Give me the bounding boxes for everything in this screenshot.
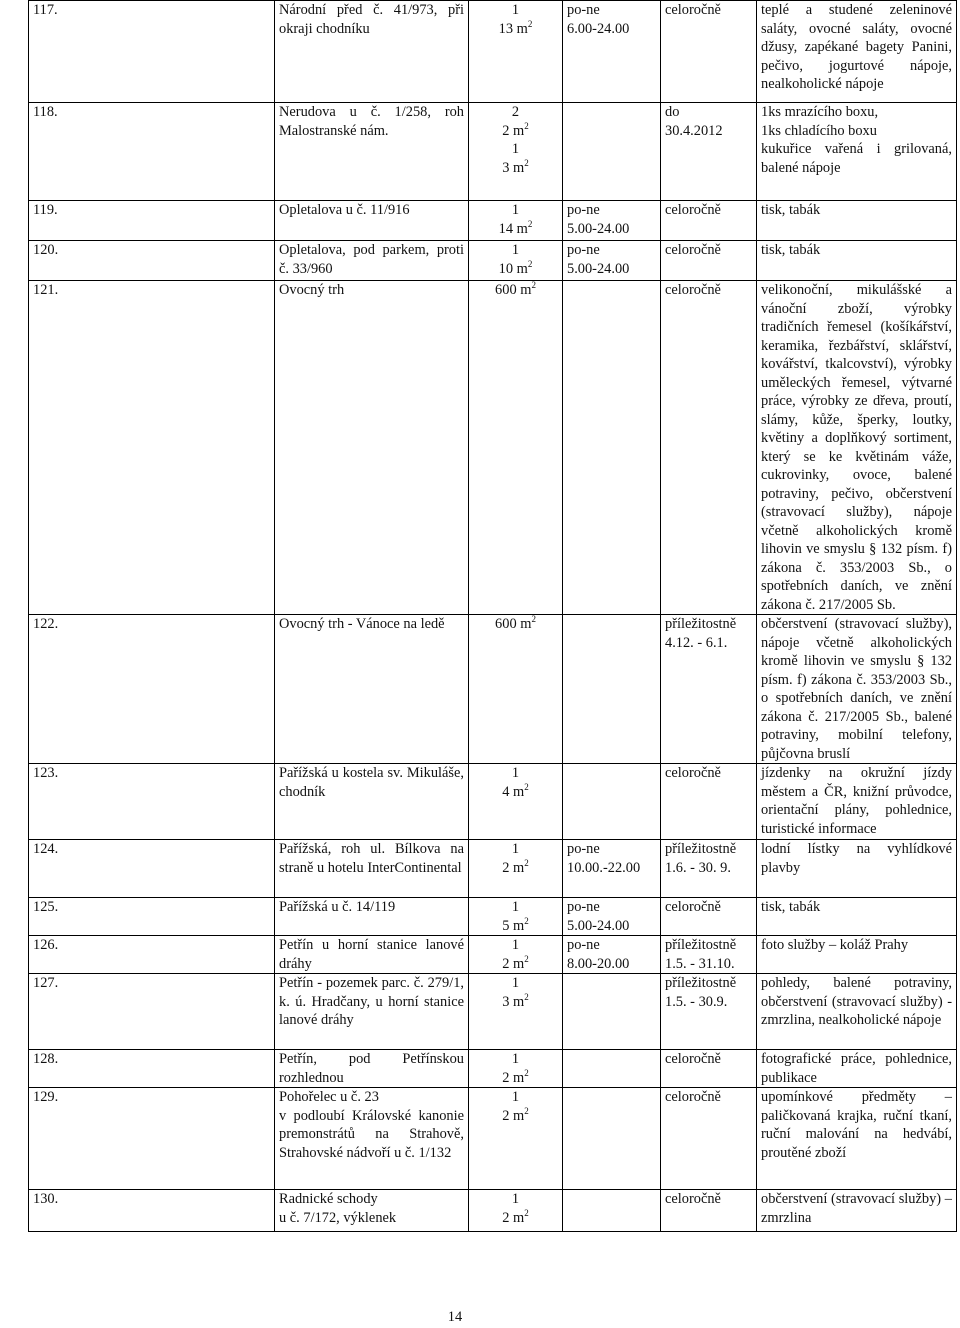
area-value: 2 $m^2$ bbox=[502, 1067, 529, 1086]
count-value: 1 bbox=[511, 202, 520, 218]
area-value: 2 $m^2$ bbox=[502, 120, 529, 139]
period-cell: do 30.4.2012 bbox=[661, 103, 757, 201]
table-row bbox=[29, 1190, 957, 1232]
table-row bbox=[29, 201, 957, 241]
period-cell: celoročně bbox=[661, 898, 757, 936]
period-cell: celoročně bbox=[661, 1190, 757, 1232]
place-cell: Opletalova, pod parkem, proti č. 33/960 bbox=[275, 241, 469, 281]
goods-cell: občerstvení (stravovací služby), nápoje včetně alkoholických kromě lihovin ve smyslu § 132 písm. f) zákona č. 353/2003 Sb., o spotřebních daních, ve znění zákona č. 217/2005 Sb., balené potraviny, mobilní telefony, půjčovna bruslí bbox=[757, 615, 957, 764]
area-cell bbox=[469, 764, 563, 840]
row-number: 125. bbox=[29, 898, 275, 936]
count-value: 1 bbox=[511, 242, 520, 258]
table-row bbox=[29, 974, 957, 1050]
period-cell: celoročně bbox=[661, 764, 757, 840]
area-value: 2 $m^2$ bbox=[502, 1207, 529, 1226]
row-number: 121. bbox=[29, 281, 275, 615]
goods-cell: teplé a studené zeleninové saláty, ovocné saláty, ovocné džusy, zapékané bagety Panini, pečivo, jogurtové nápoje, nealkoholické nápoje bbox=[757, 1, 957, 103]
area-cell bbox=[469, 281, 563, 615]
goods-cell: tisk, tabák bbox=[757, 201, 957, 241]
area-cell bbox=[469, 241, 563, 281]
place-cell: Petřín - pozemek parc. č. 279/1, k. ú. Hradčany, u horní stanice lanové dráhy bbox=[275, 974, 469, 1050]
area-cell bbox=[469, 898, 563, 936]
place-cell: Radnické schody u č. 7/172, výklenek bbox=[275, 1190, 469, 1232]
table-row bbox=[29, 936, 957, 974]
count-value: 1 bbox=[511, 841, 520, 857]
area-cell bbox=[469, 201, 563, 241]
area-value: 2 $m^2$ bbox=[502, 953, 529, 972]
area-value: 2 $m^2$ bbox=[502, 857, 529, 876]
table-row bbox=[29, 840, 957, 898]
area-value: 600 $m^2$ bbox=[495, 280, 536, 298]
time-cell: po-ne 5.00-24.00 bbox=[563, 201, 661, 241]
goods-cell: 1ks mrazícího boxu, 1ks chladícího boxu kukuřice vařená i grilovaná, balené nápoje bbox=[757, 103, 957, 201]
place-cell: Opletalova u č. 11/916 bbox=[275, 201, 469, 241]
time-cell bbox=[563, 764, 661, 840]
time-cell bbox=[563, 103, 661, 201]
time-cell bbox=[563, 1050, 661, 1088]
place-cell: Ovocný trh bbox=[275, 281, 469, 615]
area-cell bbox=[469, 1050, 563, 1088]
area-value: 13 $m^2$ bbox=[498, 18, 533, 37]
area-value: 14 $m^2$ bbox=[498, 218, 533, 237]
goods-cell: tisk, tabák bbox=[757, 898, 957, 936]
period-cell: příležitostně 1.5. - 31.10. bbox=[661, 936, 757, 974]
place-cell: Pařížská, roh ul. Bílkova na straně u hotelu InterContinental bbox=[275, 840, 469, 898]
place-cell: Petřín, pod Petřínskou rozhlednou bbox=[275, 1050, 469, 1088]
area-cell bbox=[469, 974, 563, 1050]
count-value: 1 bbox=[511, 141, 520, 157]
time-cell: po-ne 5.00-24.00 bbox=[563, 241, 661, 281]
table-row bbox=[29, 1, 957, 103]
row-number: 124. bbox=[29, 840, 275, 898]
place-cell: Pohořelec u č. 23 v podloubí Královské kanonie premonstrátů na Strahově, Strahovské nádvoří u č. 1/132 bbox=[275, 1088, 469, 1190]
count-value: 1 bbox=[511, 1051, 520, 1067]
place-cell: Ovocný trh - Vánoce na ledě bbox=[275, 615, 469, 764]
count-value: 1 bbox=[511, 975, 520, 991]
goods-cell: upomínkové předměty – paličkovaná krajka, ruční tkaní, ruční malování na hedvábí, proutěné zboží bbox=[757, 1088, 957, 1190]
place-cell: Nerudova u č. 1/258, roh Malostranské nám. bbox=[275, 103, 469, 201]
count-value: 1 bbox=[511, 1191, 520, 1207]
period-cell: celoročně bbox=[661, 241, 757, 281]
count-value: 1 bbox=[511, 937, 520, 953]
time-cell: po-ne 10.00.-22.00 bbox=[563, 840, 661, 898]
goods-cell: velikonoční, mikulášské a vánoční zboží, výrobky tradičních řemesel (košíkářství, keramika, řezbářství, sklářství, kovářství, tkalcovství), výrobky uměleckých řemesel, výtvarné práce, výrobky ze dřeva, proutí, slámy, kůže, šperky, loutky, květiny a doplňkový sortiment, který se ke květinám váže, cukrovinky, ovoce, balené potraviny, pečivo, občerstvení (stravovací služby), nápoje včetně alkoholických kromě lihovin ve smyslu § 132 písm. f) zákona č. 353/2003 Sb., o spotřebních daních, ve znění zákona č. 217/2005 Sb. bbox=[757, 281, 957, 615]
count-value: 1 bbox=[511, 2, 520, 18]
time-cell bbox=[563, 281, 661, 615]
goods-cell: občerstvení (stravovací služby) – zmrzlina bbox=[757, 1190, 957, 1232]
place-cell: Petřín u horní stanice lanové dráhy bbox=[275, 936, 469, 974]
goods-cell: tisk, tabák bbox=[757, 241, 957, 281]
goods-cell: lodní lístky na vyhlídkové plavby bbox=[757, 840, 957, 898]
count-value: 2 bbox=[511, 104, 520, 120]
table-row bbox=[29, 898, 957, 936]
time-cell: po-ne 6.00-24.00 bbox=[563, 1, 661, 103]
place-cell: Pařížská u č. 14/119 bbox=[275, 898, 469, 936]
period-cell: příležitostně 4.12. - 6.1. bbox=[661, 615, 757, 764]
area-cell bbox=[469, 615, 563, 764]
area-cell bbox=[469, 1088, 563, 1190]
table-row bbox=[29, 1088, 957, 1190]
count-value: 1 bbox=[511, 899, 520, 915]
count-value: 1 bbox=[511, 765, 520, 781]
period-cell: celoročně bbox=[661, 281, 757, 615]
area-value: 4 $m^2$ bbox=[502, 781, 529, 800]
time-cell: po-ne 5.00-24.00 bbox=[563, 898, 661, 936]
period-cell: příležitostně 1.6. - 30. 9. bbox=[661, 840, 757, 898]
area-cell bbox=[469, 840, 563, 898]
row-number: 130. bbox=[29, 1190, 275, 1232]
page-number: 14 bbox=[447, 1309, 463, 1325]
area-value: 3 $m^2$ bbox=[502, 157, 529, 176]
period-cell: celoročně bbox=[661, 1, 757, 103]
goods-cell: pohledy, balené potraviny, občerstvení (stravovací služby) - zmrzlina, nealkoholické nápoje bbox=[757, 974, 957, 1050]
area-cell bbox=[469, 936, 563, 974]
time-cell bbox=[563, 974, 661, 1050]
area-cell bbox=[469, 1, 563, 103]
row-number: 117. bbox=[29, 1, 275, 103]
row-number: 120. bbox=[29, 241, 275, 281]
period-cell: příležitostně 1.5. - 30.9. bbox=[661, 974, 757, 1050]
row-number: 118. bbox=[29, 103, 275, 201]
area-value: 10 $m^2$ bbox=[498, 258, 533, 277]
row-number: 126. bbox=[29, 936, 275, 974]
row-number: 123. bbox=[29, 764, 275, 840]
row-number: 129. bbox=[29, 1088, 275, 1190]
place-cell: Pařížská u kostela sv. Mikuláše, chodník bbox=[275, 764, 469, 840]
time-cell: po-ne 8.00-20.00 bbox=[563, 936, 661, 974]
period-cell: celoročně bbox=[661, 1088, 757, 1190]
row-number: 128. bbox=[29, 1050, 275, 1088]
row-number: 119. bbox=[29, 201, 275, 241]
period-cell: celoročně bbox=[661, 201, 757, 241]
table-row bbox=[29, 241, 957, 281]
row-number: 122. bbox=[29, 615, 275, 764]
goods-cell: fotografické práce, pohlednice, publikace bbox=[757, 1050, 957, 1088]
area-value: 5 $m^2$ bbox=[502, 915, 529, 934]
table-row bbox=[29, 764, 957, 840]
time-cell bbox=[563, 1190, 661, 1232]
area-cell bbox=[469, 1190, 563, 1232]
table-row bbox=[29, 103, 957, 201]
time-cell bbox=[563, 1088, 661, 1190]
area-value: 3 $m^2$ bbox=[502, 991, 529, 1010]
goods-cell: foto služby – koláž Prahy bbox=[757, 936, 957, 974]
period-cell: celoročně bbox=[661, 1050, 757, 1088]
place-cell: Národní před č. 41/973, při okraji chodníku bbox=[275, 1, 469, 103]
goods-cell: jízdenky na okružní jízdy městem a ČR, knižní průvodce, orientační plány, pohlednice, turistické informace bbox=[757, 764, 957, 840]
permit-table bbox=[28, 0, 957, 1232]
table-row bbox=[29, 615, 957, 764]
table-row bbox=[29, 281, 957, 615]
area-value: 600 $m^2$ bbox=[495, 614, 536, 632]
area-value: 2 $m^2$ bbox=[502, 1105, 529, 1124]
count-value: 1 bbox=[511, 1089, 520, 1105]
area-cell bbox=[469, 103, 563, 201]
row-number: 127. bbox=[29, 974, 275, 1050]
time-cell bbox=[563, 615, 661, 764]
table-row bbox=[29, 1050, 957, 1088]
